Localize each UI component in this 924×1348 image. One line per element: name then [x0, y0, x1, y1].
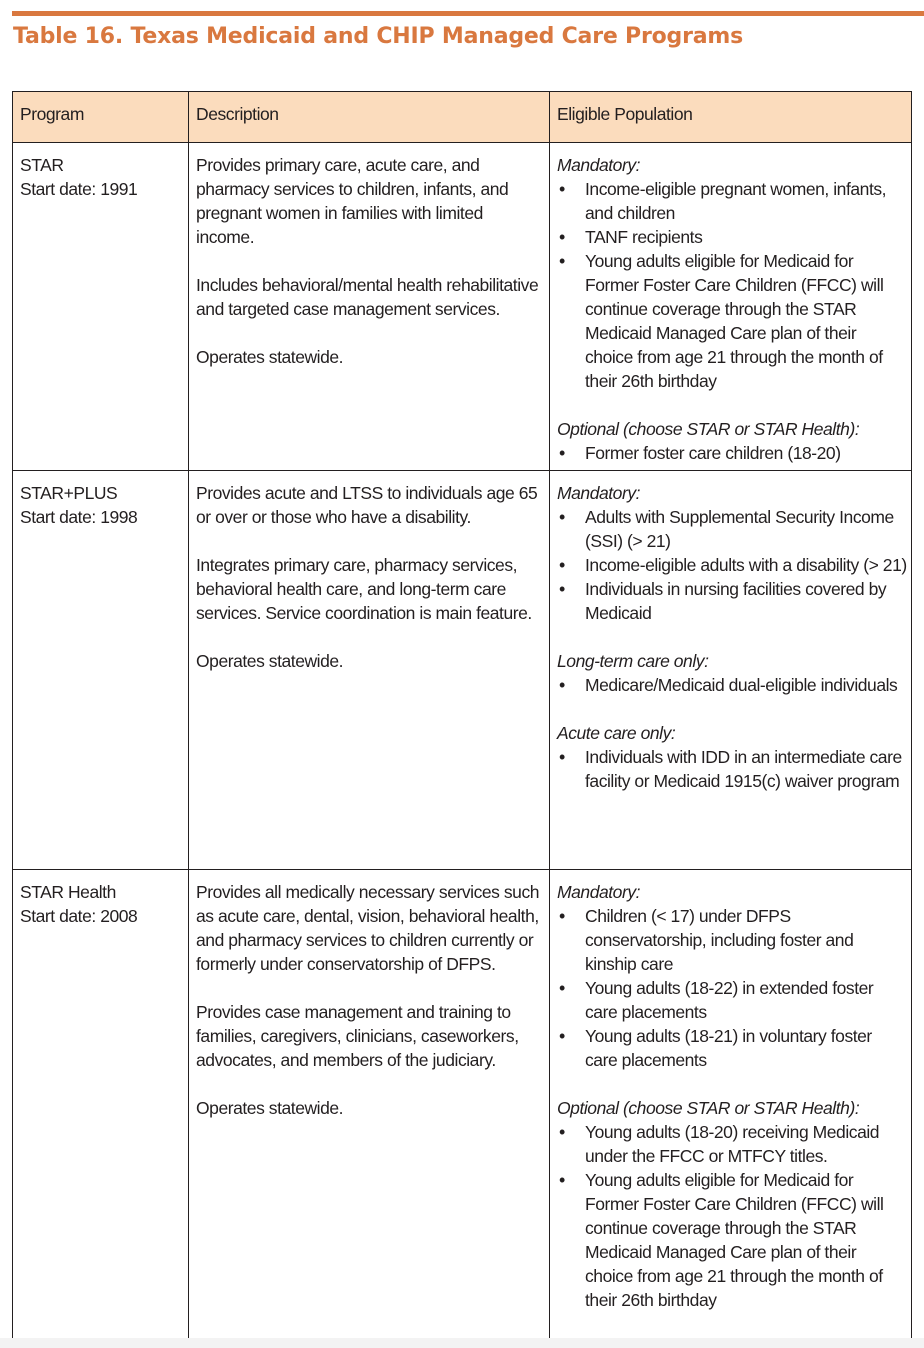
eligibility-item: • Young adults eligible for Medicaid for Former Foster Care Children (FFCC) will continue coverage through the STAR Medicaid Managed Care plan of their choice from age 21 through the month of their 26th birthday	[557, 1168, 907, 1312]
page-bottom-band	[0, 1338, 924, 1348]
eligibility-group	[557, 481, 907, 625]
program-name: STAR	[20, 155, 64, 175]
table-row	[13, 471, 912, 870]
eligibility-group	[557, 649, 907, 697]
description-paragraph: Provides case management and training to families, caregivers, clinicians, caseworkers, advocates, and members of the judiciary.	[196, 1002, 519, 1070]
eligibility-group	[557, 1096, 907, 1312]
description-paragraph: Provides acute and LTSS to individuals age 65 or over or those who have a disability.	[196, 483, 538, 527]
eligibility-item: • Individuals with IDD in an intermediate care facility or Medicaid 1915(c) waiver program	[557, 745, 907, 793]
eligibility-item: • Medicare/Medicaid dual-eligible individuals	[557, 673, 907, 697]
programs-table	[12, 91, 912, 1345]
eligibility-item: • Children (< 17) under DFPS conservatorship, including foster and kinship care	[557, 904, 907, 976]
description-paragraph: Operates statewide.	[196, 347, 344, 367]
eligibility-list	[557, 904, 907, 1072]
program-cell	[13, 471, 189, 870]
eligibility-group	[557, 721, 907, 793]
eligibility-list	[557, 673, 907, 697]
header-row	[13, 92, 912, 143]
table-title: Table 16. Texas Medicaid and CHIP Managed Care Programs	[13, 24, 743, 49]
description-paragraph: Includes behavioral/mental health rehabilitative and targeted case management services.	[196, 275, 539, 319]
program-start-date: Start date: 1991	[20, 179, 138, 199]
description-paragraph: Provides primary care, acute care, and pharmacy services to children, infants, and pregnant women in families with limited income.	[196, 155, 509, 247]
description-paragraph: Provides all medically necessary services such as acute care, dental, vision, behavioral health, and pharmacy services to children currently or formerly under conservatorship of DFPS.	[196, 882, 540, 974]
header-description: Description	[189, 92, 550, 143]
header-eligible-population: Eligible Population	[550, 92, 912, 143]
eligibility-group-label: Mandatory:	[557, 155, 641, 175]
eligibility-item: • Young adults (18-22) in extended foster care placements	[557, 976, 907, 1024]
eligibility-group-label: Optional (choose STAR or STAR Health):	[557, 419, 860, 439]
eligibility-item: • Income-eligible adults with a disability (> 21)	[557, 553, 907, 577]
table-row	[13, 143, 912, 471]
description-cell	[189, 143, 550, 471]
eligibility-item: • Young adults eligible for Medicaid for Former Foster Care Children (FFCC) will continue coverage through the STAR Medicaid Managed Care plan of their choice from age 21 through the month of their 26th birthday	[557, 249, 907, 393]
title-rule	[12, 11, 924, 16]
eligibility-item: • Young adults (18-20) receiving Medicaid under the FFCC or MTFCY titles.	[557, 1120, 907, 1168]
header-program: Program	[13, 92, 189, 143]
eligibility-group-label: Acute care only:	[557, 723, 676, 743]
eligibility-item: • Individuals in nursing facilities covered by Medicaid	[557, 577, 907, 625]
eligible-population-cell	[550, 870, 912, 1345]
table-row	[13, 870, 912, 1345]
program-cell	[13, 143, 189, 471]
eligible-population-cell	[550, 143, 912, 471]
eligibility-group-label: Mandatory:	[557, 483, 641, 503]
description-paragraph: Operates statewide.	[196, 1098, 344, 1118]
program-start-date: Start date: 2008	[20, 906, 138, 926]
eligibility-list	[557, 441, 907, 465]
program-start-date: Start date: 1998	[20, 507, 138, 527]
program-name: STAR Health	[20, 882, 116, 902]
description-cell	[189, 471, 550, 870]
eligibility-list	[557, 505, 907, 625]
eligibility-group-label: Optional (choose STAR or STAR Health):	[557, 1098, 860, 1118]
eligible-population-cell	[550, 471, 912, 870]
description-cell	[189, 870, 550, 1345]
eligibility-group-label: Mandatory:	[557, 882, 641, 902]
description-paragraph: Integrates primary care, pharmacy services, behavioral health care, and long-term care services. Service coordination is main feature.	[196, 555, 532, 623]
eligibility-list	[557, 745, 907, 793]
eligibility-item: • Former foster care children (18-20)	[557, 441, 907, 465]
eligibility-group-label: Long-term care only:	[557, 651, 709, 671]
program-cell	[13, 870, 189, 1345]
eligibility-item: • Young adults (18-21) in voluntary foster care placements	[557, 1024, 907, 1072]
eligibility-group	[557, 153, 907, 393]
program-name: STAR+PLUS	[20, 483, 118, 503]
description-paragraph: Operates statewide.	[196, 651, 344, 671]
eligibility-group	[557, 417, 907, 465]
eligibility-item: • Adults with Supplemental Security Income (SSI) (> 21)	[557, 505, 907, 553]
eligibility-list	[557, 177, 907, 393]
eligibility-item: • Income-eligible pregnant women, infants, and children	[557, 177, 907, 225]
eligibility-group	[557, 880, 907, 1072]
eligibility-item: • TANF recipients	[557, 225, 907, 249]
eligibility-list	[557, 1120, 907, 1312]
